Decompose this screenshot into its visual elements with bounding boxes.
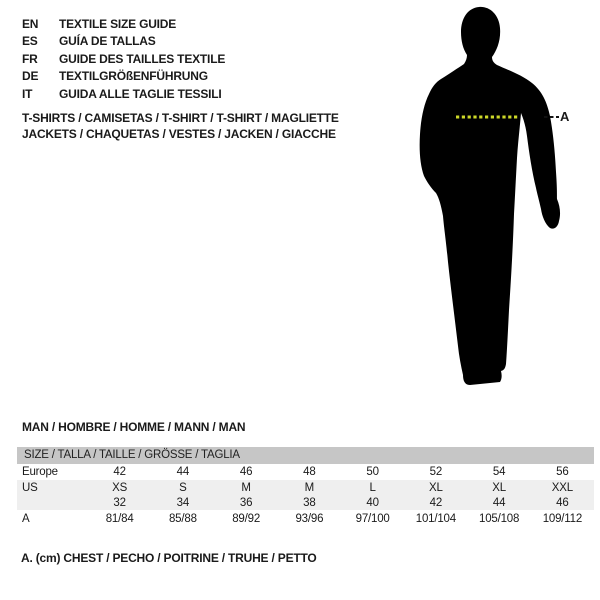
- size-value-cell: 54: [492, 466, 506, 478]
- size-value-cell: 105/108: [479, 512, 520, 525]
- size-value-cell: 42: [113, 466, 126, 478]
- language-label: GUIDE DES TAILLES TEXTILE: [59, 51, 226, 66]
- language-list: [22, 16, 225, 103]
- size-value-cell: 44: [176, 466, 190, 478]
- language-label: TEXTILE SIZE GUIDE: [59, 17, 177, 31]
- size-row-label: Europe: [22, 466, 58, 478]
- size-value-cell: L: [369, 481, 376, 494]
- size-value-cell: XL: [429, 481, 443, 494]
- language-code: DE: [22, 69, 39, 84]
- language-code: FR: [22, 51, 38, 66]
- size-value-cell: S: [179, 481, 187, 494]
- size-value-cell: 48: [303, 466, 316, 478]
- size-row-label: A: [22, 512, 30, 525]
- language-label: GUIDA ALLE TAGLIE TESSILI: [59, 86, 222, 101]
- size-value-cell: 42: [429, 496, 443, 509]
- size-table-header: SIZE / TALLA / TAILLE / GRÖSSE / TAGLIA: [17, 447, 594, 464]
- size-value-cell: 81/84: [105, 512, 134, 525]
- category-lines: [22, 110, 339, 142]
- category-jackets: JACKETS / CHAQUETAS / VESTES / JACKEN / GIACCHE: [22, 127, 336, 141]
- language-label: GUÍA DE TALLAS: [59, 34, 156, 49]
- language-row: [22, 51, 225, 68]
- language-code: IT: [22, 86, 33, 101]
- size-value-cell: 50: [366, 466, 379, 478]
- man-silhouette-body: [420, 7, 560, 385]
- size-value-cell: 40: [366, 496, 379, 509]
- measure-label-a: A: [560, 109, 570, 124]
- size-value-cell: XL: [492, 481, 506, 494]
- size-table-row: [17, 510, 594, 527]
- category-tshirts: T-SHIRTS / CAMISETAS / T-SHIRT / T-SHIRT / MAGLIETTE: [22, 111, 339, 125]
- language-row: [22, 33, 225, 50]
- size-value-cell: XS: [112, 481, 128, 494]
- size-table-row: [17, 495, 594, 510]
- man-silhouette: [410, 0, 600, 400]
- size-value-cell: 38: [303, 496, 316, 509]
- size-table-rows: [17, 464, 594, 527]
- size-value-cell: M: [304, 481, 315, 494]
- size-value-cell: 34: [176, 496, 190, 509]
- size-value-cell: XXL: [551, 481, 573, 494]
- size-value-cell: 109/112: [542, 512, 583, 525]
- language-label: TEXTILGRÖßENFÜHRUNG: [59, 69, 208, 84]
- size-value-cell: 46: [239, 466, 253, 478]
- size-value-cell: 101/104: [415, 512, 456, 525]
- size-value-cell: 52: [429, 466, 443, 478]
- size-value-cell: 46: [556, 496, 569, 509]
- size-table-row: [17, 464, 594, 480]
- size-value-cell: 44: [492, 496, 506, 509]
- size-value-cell: 36: [239, 496, 253, 509]
- size-table: [17, 447, 594, 527]
- size-value-cell: 93/96: [295, 512, 324, 525]
- language-code: ES: [22, 34, 38, 49]
- section-title: MAN / HOMBRE / HOMME / MANN / MAN: [22, 420, 246, 434]
- size-value-cell: M: [241, 481, 251, 494]
- language-row: [22, 86, 225, 103]
- size-row-label: US: [22, 481, 38, 494]
- language-code: EN: [22, 17, 39, 31]
- language-row: [22, 16, 225, 33]
- size-value-cell: 85/88: [168, 512, 197, 525]
- size-table-row: [17, 480, 594, 495]
- size-value-cell: 32: [113, 496, 126, 509]
- language-row: [22, 68, 225, 85]
- size-value-cell: 97/100: [355, 512, 390, 525]
- measurement-footnote: A. (cm) CHEST / PECHO / POITRINE / TRUHE / PETTO: [21, 551, 317, 565]
- size-value-cell: 89/92: [232, 512, 261, 525]
- size-value-cell: 56: [556, 466, 569, 478]
